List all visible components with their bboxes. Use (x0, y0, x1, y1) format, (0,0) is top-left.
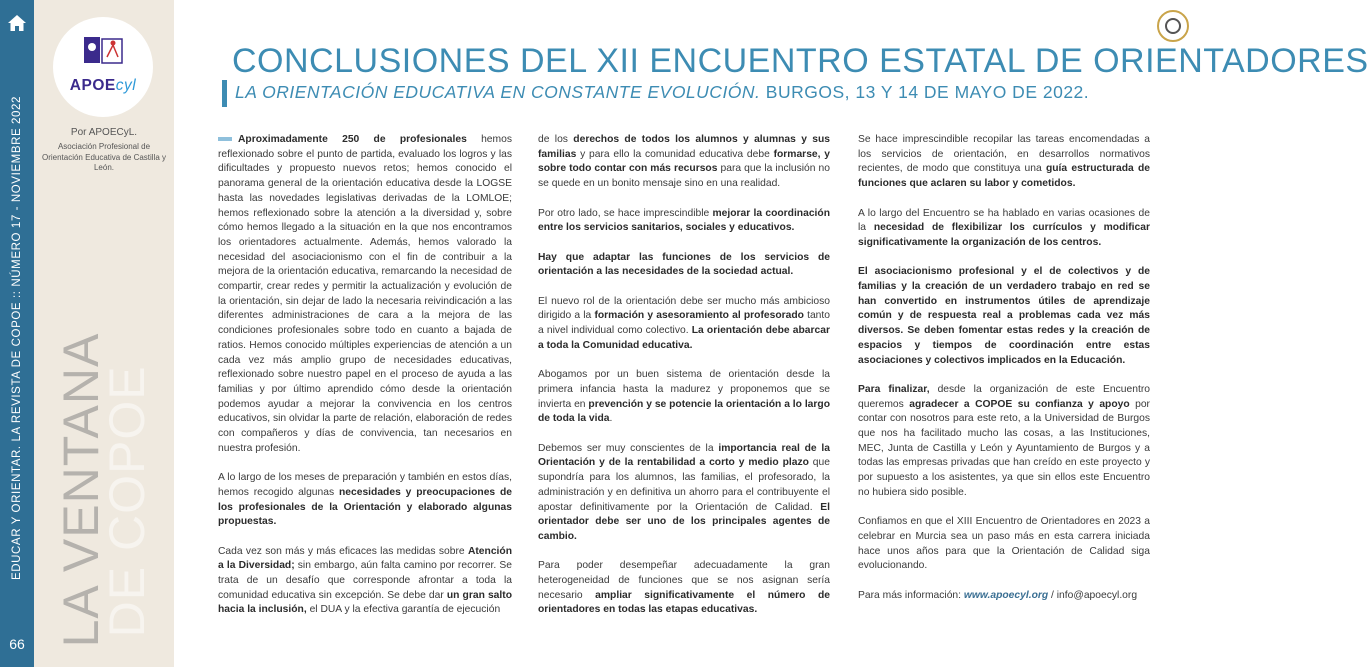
text-run: de los (538, 134, 574, 145)
section-title-line2: DE COPOE (99, 365, 155, 638)
logo-name: APOEcyl (69, 77, 137, 94)
paragraph (538, 133, 830, 192)
paragraph-dash (218, 137, 232, 141)
paragraph (858, 265, 1150, 368)
bold-text: El asociacionismo profesional y el de colectivos y de familias y la creación de un verdadero trabajo en red se han convertido en instrumentos útiles de aprendizaje común y de respuesta real a problemas cada vez más diversos. Se deben fomentar estas redes y la creación de espacios y tiempos de coordinación entre estas asociaciones y colectivos implicados en la Educación. (858, 266, 1150, 366)
copoe-corner-logo-icon (1157, 10, 1189, 42)
bold-text: necesidad de flexibilizar los currículos y modificar significativamente la organización de los centros. (858, 222, 1150, 248)
logo-figures-icon (83, 35, 123, 71)
sidebar (34, 0, 174, 667)
page-subtitle: LA ORIENTACIÓN EDUCATIVA EN CONSTANTE EVOLUCIÓN. BURGOS, 13 Y 14 DE MAYO DE 2022. (235, 82, 1090, 102)
home-icon[interactable] (6, 12, 28, 34)
section-title-line1: LA VENTANA (53, 332, 109, 648)
bold-text: agradecer a COPOE su confianza y apoyo (909, 398, 1130, 410)
bold-text: importancia real de la Orientación y de la rentabilidad a corto y medio plazo (538, 442, 830, 469)
text-column-2 (538, 133, 830, 633)
author-line: Por APOECyL. (70, 127, 138, 138)
bold-text: derechos de todos los alumnos y alumnas y sus familias (538, 134, 830, 160)
paragraph (538, 368, 830, 427)
text-run: tanto a nivel individual como colectivo. (538, 310, 831, 337)
paragraph (218, 545, 512, 619)
bold-text: Hay que adaptar las funciones de los servicios de orientación a las necesidades de la sociedad actual. (538, 251, 830, 278)
bold-text: Aproximadamente 250 de profesionales (238, 134, 467, 145)
association-name: Asociación Profesional de Orientación Educativa de Castilla y León. (41, 142, 167, 172)
text-run: Abogamos por un buen sistema de orientación desde la primera infancia hasta la madurez y proponemos que se invierta en (538, 369, 830, 410)
bold-text: El orientador debe ser uno de los principales agentes de cambio. (538, 501, 830, 542)
paragraph (538, 207, 830, 236)
bold-text: un gran salto hacia la inclusión, (218, 589, 512, 616)
apoecyl-logo (53, 17, 153, 117)
text-run: Se hace imprescindible recopilar las tareas encomendadas a los servicios de orientación, en desarrollos normativos recientes, de modo que constituya una (858, 134, 1150, 175)
bold-text: ampliar significativamente el número de orientadores en todas las etapas educativas. (538, 589, 830, 616)
paragraph (538, 295, 830, 354)
text-run: para que la inclusión no se quede en un bonito mensaje sino en una realidad. (538, 163, 830, 190)
text-run: desde la organización de este Encuentro queremos (858, 383, 1150, 410)
subtitle-accent-bar (222, 80, 227, 107)
paragraph (218, 133, 512, 456)
issue-vertical-text: EDUCAR Y ORIENTAR. LA REVISTA DE COPOE :: NÚMERO 17 - NOVIEMBRE 2022 (11, 95, 23, 581)
text-run: Confiamos en que el XIII Encuentro de Orientadores en 2023 a celebrar en Murcia sea un paso más en esta carrera iniciada hace unos años para que la Orientación de Calidad siga evolucionando. (858, 516, 1150, 572)
paragraph (858, 383, 1150, 501)
paragraph (858, 207, 1150, 251)
paragraph (538, 559, 830, 618)
text-run: por contar con nosotros para este reto, a la Universidad de Burgos que nos ha facilitado mucho las cosas, a las Instituciones, MEC, Junta de Castilla y León y Ayuntamiento de Burgos y a todas las empresas privadas que han creído en este proyecto y por supuesto a los asistentes, ya que sin ellos este Encuentro no hubiera sido posible. (858, 398, 1150, 498)
page-title: CONCLUSIONES DEL XII ENCUENTRO ESTATAL DE ORIENTADORES (232, 42, 1369, 80)
text-run: Para poder desempeñar adecuadamente la gran heterogeneidad de funciones que se nos asignan sería necesario (538, 560, 830, 601)
section-title-vertical (53, 332, 155, 648)
text-run: Para más información: (858, 589, 964, 601)
text-column-3 (858, 133, 1150, 618)
text-run: / info@apoecyl.org (1048, 589, 1138, 601)
bold-text: mejorar la coordinación entre los servicios sanitarios, sociales y educativos. (538, 207, 830, 234)
paragraph (538, 442, 830, 545)
text-run: Cada vez son más y más eficaces las medidas sobre (218, 545, 468, 557)
page-number: 66 (9, 636, 25, 652)
bold-text: necesidades y preocupaciones de los profesionales de la Orientación y elaborado algunas propuestas. (218, 486, 513, 528)
bold-text: La orientación debe abarcar a toda la Comunidad educativa. (538, 325, 830, 351)
text-run: A lo largo de los meses de preparación y también en estos días, hemos recogido algunas (218, 472, 512, 498)
bold-text: prevención y se potencie la orientación a lo largo de toda la vida (538, 398, 830, 425)
paragraph (538, 251, 830, 280)
website-link[interactable]: www.apoecyl.org (963, 589, 1049, 601)
text-run: Debemos ser muy conscientes de la (538, 442, 719, 454)
bold-text: Atención a la Diversidad; (218, 545, 512, 572)
bold-text: guía estructurada de funciones que aclaren su labor y cometidos. (858, 163, 1150, 190)
bold-text: formación y asesoramiento al profesorado (594, 310, 804, 322)
left-strip (0, 0, 34, 667)
paragraph (858, 515, 1150, 574)
text-run: el DUA y la efectiva garantía de ejecución (306, 604, 501, 616)
paragraph (218, 471, 512, 530)
bold-text: Para finalizar, (858, 383, 930, 395)
text-run: A lo largo del Encuentro se ha hablado en varias ocasiones de la (858, 207, 1150, 234)
paragraph (858, 589, 1150, 604)
text-run: . (609, 413, 613, 425)
text-run: que supondría para los alumnos, las familias, el profesorado, la administración y en definitiva un ahorro para el contribuyente el apostar definitivamente por la Orientación de Calidad. (538, 457, 830, 513)
text-column-1 (218, 133, 512, 633)
bold-text: formarse, y sobre todo contar con más recursos (538, 148, 830, 175)
text-run: y para ello la comunidad educativa debe (576, 148, 774, 160)
paragraph (858, 133, 1150, 192)
text-run: sin embargo, aún falta camino por recorrer. Se trata de un desafío que corresponde afrontar a toda la comunidad educativa sin excepción. Se debe dar (218, 560, 512, 601)
text-run: El nuevo rol de la orientación debe ser mucho más ambicioso dirigido a la (538, 295, 830, 322)
text-run: Por otro lado, se hace imprescindible (538, 207, 713, 219)
text-run: hemos reflexionado sobre el punto de partida, evaluado los logros y las dificultades y propuesto nuevos retos; hemos conocido el panorama general de la orientación educativa desde la LOGSE hasta las novedades legislativas derivadas de la LOMLOE; hemos reflexionado sobre la atención a la diversidad y, sobre cómo hemos llegado a la situación en la que nos encontramos los orientadores actualmente. Además, hemos valorado la necesidad del asociacionismo con el fin de contribuir a la mejora de la orientación educativa, remarcando la necesidad de compartir, crear redes y permitir la actualización y evolución de la orientación, sin dejar de lado la necesaria reivindicación a las diferentes administraciones de cara a la mejora de las condiciones profesionales sobre todo en cuanto a bajada de ratios. Hemos conocido múltiples experiencias de atención a un cada vez más amplio grupo de necesidades educativas, reflexionado sobre nuestro papel en el proceso de ayuda a las familias y por último aprendido cómo desde la orientación podemos ayudar a mejorar la convivencia en los centros educativos, sin olvidar la parte de relación, elaboración de redes con compañeros y días de convivencia, tan necesarios en nuestra profesión. (218, 134, 512, 454)
